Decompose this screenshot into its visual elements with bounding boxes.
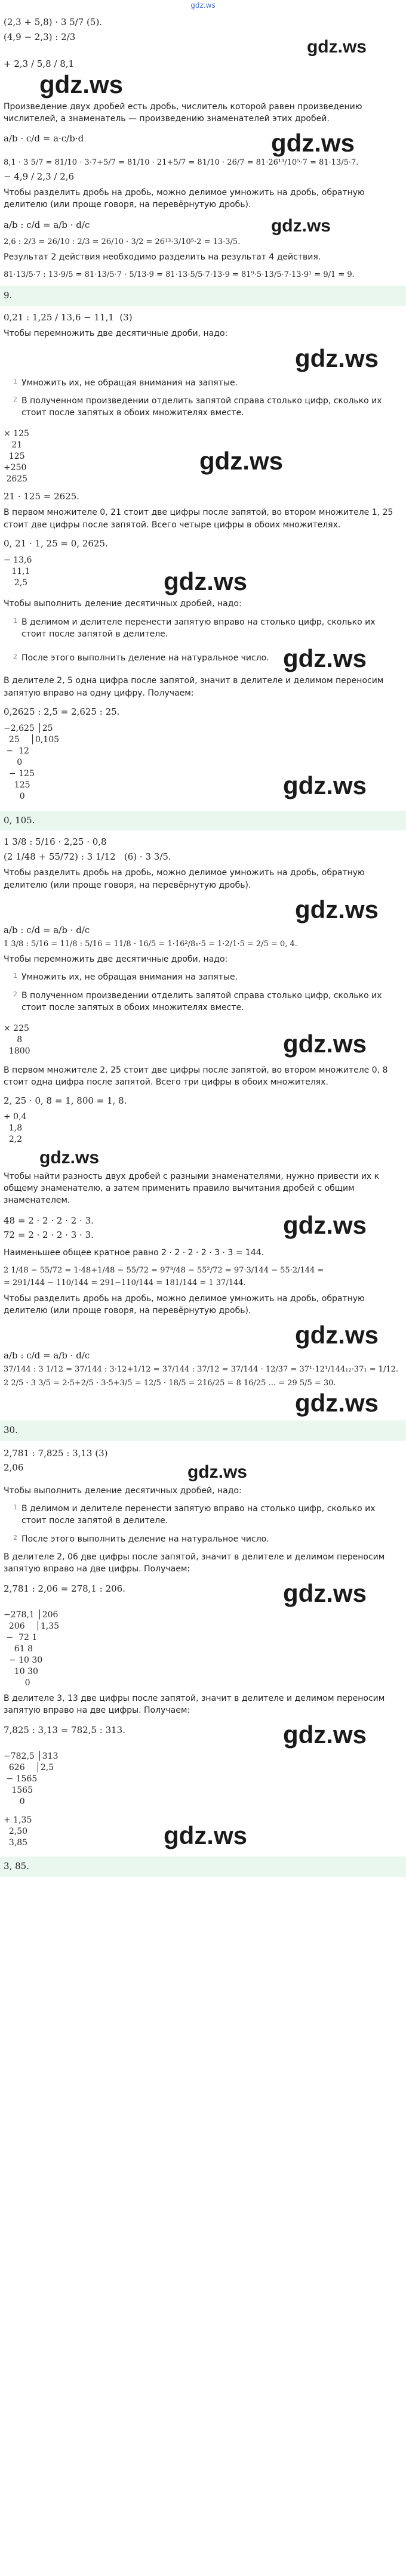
- answer: 30.: [0, 1420, 406, 1441]
- formula: 37/144 : 3 1/12 = 37/144 : 3·12+1/12 = 37/144 : 37/12 = 37/144 · 12/37 = 37¹·12¹/144₁₂·37₁ = 1/12.: [4, 1364, 399, 1374]
- formula: 2, 25 · 0, 8 = 1, 800 = 1, 8.: [4, 1095, 127, 1107]
- formula: a/b : c/d = a/b · d/c: [4, 925, 90, 936]
- column-sub: − 4,9 / 2,3 / 2,6: [4, 171, 75, 182]
- rule-text: Чтобы разделить дробь на дробь, можно делимое умножить на дробь, обратную делителю (или проще говоря, на перевёрнутую дробь).: [4, 1293, 365, 1316]
- site-header[interactable]: gdz.ws: [190, 1, 216, 10]
- rule-text: Чтобы выполнить деление десятичных дробей, надо:: [4, 1485, 242, 1496]
- step-text: В первом множителе 2, 25 стоит две цифры после запятой, во втором множителе 0, 8 стоит одна цифра после запятой. Всего три цифры в обоих множителях.: [4, 1065, 388, 1088]
- rule-text: Чтобы перемножить две десятичные дроби, надо:: [4, 955, 228, 965]
- rule-text: Чтобы выполнить деление десятичных дробей, надо:: [4, 599, 242, 609]
- list-item: 2 В полученном произведении отделить запятой справа столько цифр, сколько их стоит после запятых в обоих множителях вместе.: [13, 990, 382, 1012]
- watermark: gdz.ws: [294, 344, 379, 372]
- watermark: gdz.ws: [282, 1210, 367, 1239]
- expr-line: 0,21 : 1,25 / 13,6 − 11,1 (3): [4, 311, 133, 323]
- watermark: gdz.ws: [270, 129, 355, 157]
- step-text: Наименьшее общее кратное равно 2 · 2 · 2 · 2 · 3 · 3 = 144.: [4, 1247, 264, 1258]
- solution-content: [0, 14, 406, 1877]
- column-multiplication: × 125 21 125 +250 2625: [4, 429, 29, 484]
- column-sub: − 13,6 11,1 2,5: [4, 555, 32, 588]
- watermark: gdz.ws: [39, 70, 124, 98]
- formula: = 291/144 − 110/144 = 291−110/144 = 181/144 = 1 37/144.: [4, 1278, 246, 1288]
- rule-text: Чтобы перемножить две десятичные дроби, надо:: [4, 329, 228, 339]
- watermark: gdz.ws: [163, 567, 247, 596]
- formula: 48 = 2 · 2 · 2 · 2 · 3.: [4, 1215, 94, 1226]
- formula: 7,825 : 3,13 = 782,5 : 313.: [4, 1725, 125, 1736]
- formula: 8,1 · 3 5/7 = 81/10 · 3·7+5/7 = 81/10 · 21+5/7 = 81/10 · 26/7 = 81·26¹³/10⁵·7 = 81·13/5·7.: [4, 158, 359, 168]
- formula: 21 · 125 = 2625.: [4, 490, 80, 502]
- formula: 0, 21 · 1, 25 = 0, 2625.: [4, 538, 108, 549]
- watermark: gdz.ws: [270, 215, 331, 236]
- column-division: −782,5 │313 626 │2,5 − 1565 1565 0: [4, 1752, 59, 1806]
- answer: 3, 85.: [0, 1857, 406, 1877]
- column-add: + 1,35 2,50 3,85: [4, 1815, 32, 1848]
- expr-line: (2,3 + 5,8) · 3 5/7 (5).: [4, 17, 103, 27]
- watermark: gdz.ws: [294, 895, 379, 924]
- expr-line: 1 3/8 : 5/16 · 2,25 · 0,8: [4, 836, 107, 848]
- column-division: −278,1 │206 206 │1,35 − 72 1 61 8 − 10 30 10 30 0: [4, 1610, 60, 1688]
- watermark: gdz.ws: [282, 1030, 367, 1058]
- list-item: 1 Умножить их, не обращая внимания на запятые.: [13, 972, 238, 983]
- formula: 81·13/5·7 : 13·9/5 = 81·13/5·7 · 5/13·9 = 81·13·5/5·7·13·9 = 81⁹·5·13/5·7·13·9¹ = 9/1 = 9.: [4, 270, 355, 280]
- step-text: В первом множителе 0, 21 стоит две цифры после запятой, во втором множителе 1, 25 стоит две цифры после запятой. Всего четыре цифры в обоих множителях.: [4, 508, 393, 530]
- formula: 72 = 2 · 2 · 2 · 3 · 3.: [4, 1230, 94, 1241]
- list-item: 1 В делимом и делителе перенести запятую вправо на столько цифр, сколько их стоит после запятой в делителе.: [13, 1503, 376, 1526]
- rule-text: Чтобы разделить дробь на дробь, можно делимое умножить на дробь, обратную делителю (или проще говоря, на перевёрнутую дробь).: [4, 868, 365, 890]
- watermark: gdz.ws: [282, 1721, 367, 1749]
- expr-line: (2 1/48 + 55/72) : 3 1/12 (6) · 3 3/5.: [4, 851, 171, 862]
- step-text: В делителе 2, 06 две цифры после запятой, значит в делителе и делимом переносим запятую вправо на две цифры. Получаем:: [4, 1552, 385, 1574]
- answer: 0, 105.: [0, 811, 406, 831]
- formula: a/b : c/d = a/b · d/c: [4, 1350, 90, 1361]
- rule-text: Произведение двух дробей есть дробь, числитель которой равен произведению числителей, а знаменатель — произведению знаменателей этих дробей.: [4, 101, 362, 123]
- formula: 2,781 : 2,06 = 278,1 : 206.: [4, 1583, 125, 1595]
- watermark: gdz.ws: [294, 1388, 379, 1417]
- expr-line: (4,9 − 2,3) : 2/3: [4, 31, 76, 42]
- watermark: gdz.ws: [282, 771, 367, 800]
- watermark: gdz.ws: [282, 1579, 367, 1608]
- list-item: 2 После этого выполнить деление на натуральное число.: [13, 653, 269, 663]
- watermark: gdz.ws: [187, 1462, 247, 1482]
- list-item: 2 После этого выполнить деление на натуральное число.: [13, 1533, 269, 1544]
- watermark: gdz.ws: [39, 1147, 100, 1167]
- formula: 1 3/8 : 5/16 = 11/8 : 5/16 = 11/8 · 16/5 = 1·16²/8₁·5 = 1·2/1·5 = 2/5 = 0, 4.: [4, 939, 297, 949]
- formula: 2,6 : 2/3 = 26/10 : 2/3 = 26/10 · 3/2 = 26¹³·3/10⁵·2 = 13·3/5.: [4, 237, 241, 246]
- answer: 9.: [0, 286, 406, 306]
- formula: a/b : c/d = a/b · d/c: [4, 219, 90, 230]
- formula: 2 2/5 · 3 3/5 = 2·5+2/5 · 3·5+3/5 = 12/5 · 18/5 = 216/25 = 8 16/25 ... = 29 5/5 = 30.: [4, 1379, 336, 1388]
- step-text: Результат 2 действия необходимо разделить на результат 4 действия.: [4, 252, 321, 262]
- list-item: 1 Умножить их, не обращая внимания на запятые.: [13, 377, 238, 388]
- step-text: В делителе 2, 5 одна цифра после запятой, значит в делителе и делимом переносим запятую вправо на одну цифру. Получаем:: [4, 676, 384, 698]
- expr-line: 2,06: [4, 1462, 24, 1474]
- rule-text: Чтобы разделить дробь на дробь, можно делимое умножить на дробь, обратную делителю (или проще говоря, на перевёрнутую дробь).: [4, 188, 365, 210]
- formula: a/b · c/d = a·c/b·d: [4, 133, 84, 144]
- step-text: В делителе 3, 13 две цифры после запятой, значит в делителе и делимом переносим запятую вправо на две цифры. Получаем:: [4, 1693, 385, 1715]
- watermark: gdz.ws: [163, 1821, 247, 1849]
- expr-line: 2,781 : 7,825 : 3,13 (3): [4, 1447, 108, 1459]
- column-multiplication: × 225 8 1800: [4, 1024, 30, 1056]
- watermark: gdz.ws: [306, 37, 367, 57]
- list-item: 2 В полученном произведении отделить запятой справа столько цифр, сколько их стоит после запятых в обоих множителях вместе.: [13, 395, 382, 418]
- formula: 2 1/48 − 55/72 = 1·48+1/48 − 55/72 = 97³/48 − 55²/72 = 97·3/144 − 55·2/144 =: [4, 1265, 324, 1275]
- formula: 0,2625 : 2,5 = 2,625 : 25.: [4, 706, 120, 717]
- column-add: + 0,4 1,8 2,2: [4, 1111, 27, 1144]
- list-item: 1 В делимом и делителе перенести запятую вправо на столько цифр, сколько их стоит после запятой в делителе.: [13, 616, 376, 640]
- watermark: gdz.ws: [282, 644, 367, 673]
- rule-text: Чтобы найти разность двух дробей с разными знаменателями, нужно привести их к общему знаменателю, а затем применить правило вычитания дробей с общим знаменателем.: [4, 1171, 380, 1206]
- watermark: gdz.ws: [199, 447, 283, 475]
- watermark: gdz.ws: [294, 1321, 379, 1349]
- column-add: + 2,3 / 5,8 / 8,1: [4, 58, 75, 69]
- column-division: −2,625 │25 25 │0,105 − 12 0 − 125 125 0: [4, 724, 60, 801]
